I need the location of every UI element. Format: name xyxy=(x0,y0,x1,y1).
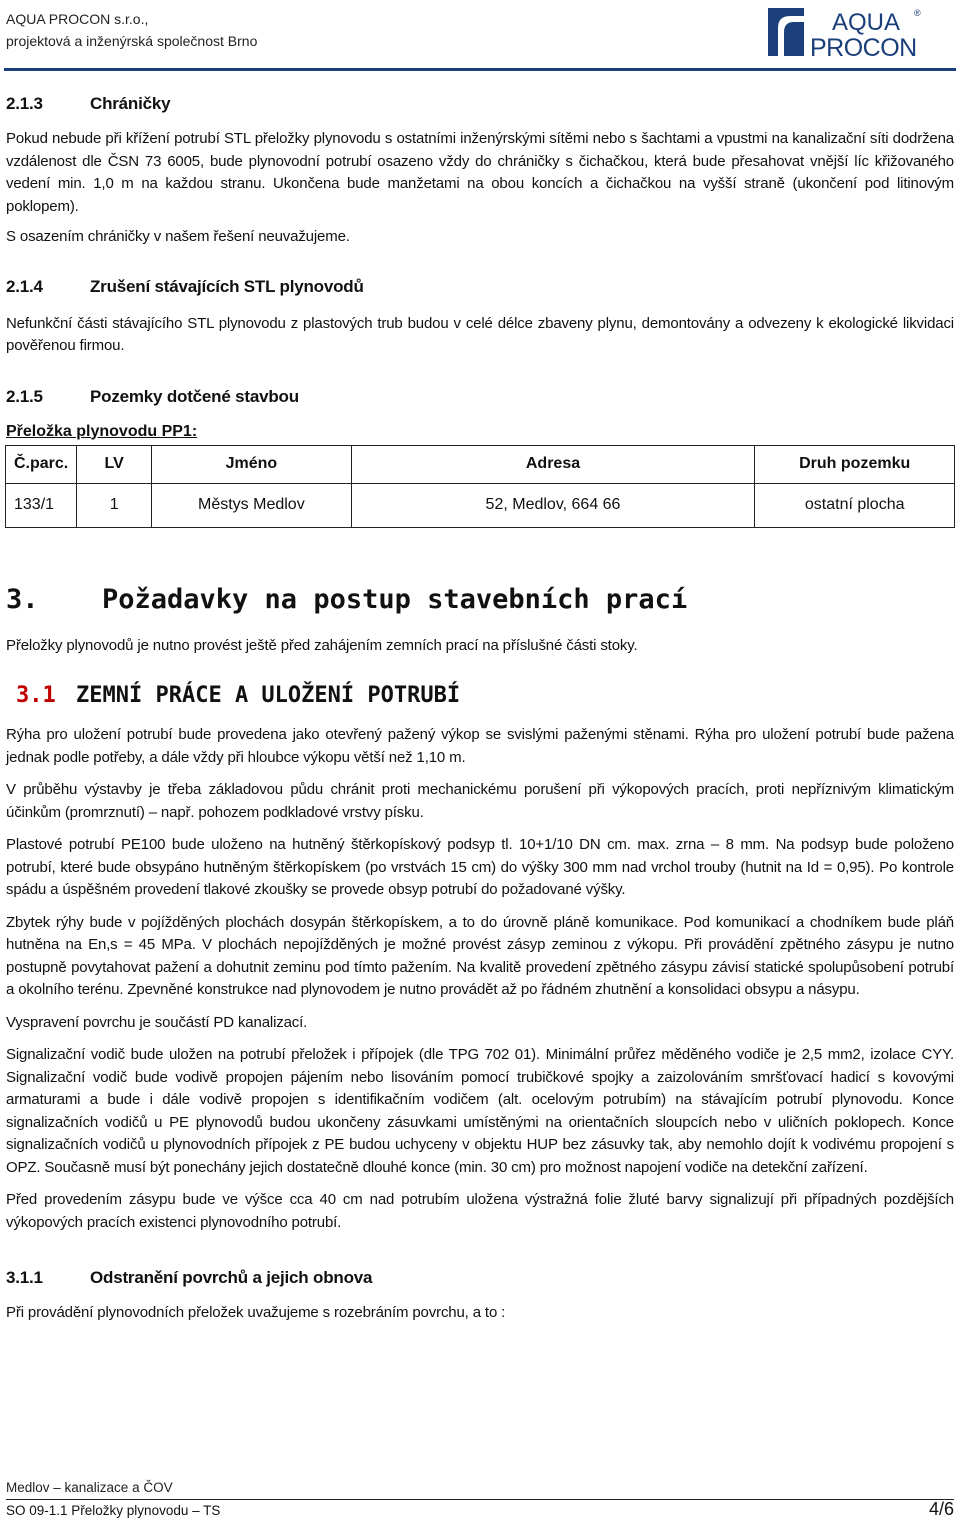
table-caption: Přeložka plynovodu PP1: xyxy=(6,422,198,440)
paragraph: Nefunkční části stávajícího STL plynovodu z plastových trub budou v celé délce zbaveny plynu, demontovány a odvezeny k ekologické likvidaci pověřenou firmou. xyxy=(6,314,954,354)
logo-text-procon: PROCON xyxy=(810,34,917,60)
footer-project: Medlov – kanalizace a ČOV xyxy=(6,1480,173,1495)
section-title: ZEMNÍ PRÁCE A ULOŽENÍ POTRUBÍ xyxy=(76,683,461,708)
company-name: AQUA PROCON s.r.o., xyxy=(6,11,149,27)
cell-name: Městys Medlov xyxy=(152,483,352,527)
paragraph: Signalizační vodič bude uložen na potrubí přeložek i přípojek (dle TPG 702 01). Minimální průřez měděného vodiče je 2,5 mm2, izolace CYY. Signalizační vodič bude vodivě propojen pájením nebo lisováním pomocí trubičkové spojky a zaizolováním smršťovací hadicí s kovovými armaturami a bude i dále vodivě propojen s identifikačním vodičem (alt. ocelovým potrubím) na stávajícím potrubí plynovodu. Konce signalizačních vodičů u PE plynovodů budou ukončeny zásuvkami umístěnými na orientačních sloupcích nebo v uličních poklopech. Konce signalizačních vodičů u plynovodních přípojek z PE budou uchyceny v objektu HUP bez zásuvky tak, aby nemohlo dojít k vodivému propojení s OPZ. Současně musí být ponechány jejich dostatečně dlouhé konce (min. 30 cm) pro možnost napojení vodiče na detekční zařízení. xyxy=(6,1046,954,1176)
section-number: 2.1.3 xyxy=(6,94,43,113)
cell-parcel: 133/1 xyxy=(6,483,77,527)
document-body xyxy=(6,94,954,1325)
paragraph: Před provedením zásypu bude ve výšce cca 40 cm nad potrubím uložena výstražná folie žluté barvy signalizují při případných pozdějších výkopových pracích existenci plynovodního potrubí. xyxy=(6,1191,954,1231)
paragraph: Rýha pro uložení potrubí bude provedena jako otevřený pažený výkop se svislými paženými stěnami. Rýha pro uložení potrubí bude pažena jednak podle potřeby, a dále vždy při hloubce výkopu větší než 1,10 m. xyxy=(6,726,954,766)
column-header-address: Adresa xyxy=(351,445,755,483)
header-company-block xyxy=(6,8,257,52)
cell-land-type: ostatní plocha xyxy=(755,483,955,527)
section-heading-3-1 xyxy=(16,683,954,708)
section-title: Odstranění povrchů a jejich obnova xyxy=(90,1268,373,1287)
logo-text-aqua: AQUA xyxy=(832,9,901,36)
section-heading-2-1-5 xyxy=(6,387,954,407)
section-number: 2.1.5 xyxy=(6,386,43,406)
paragraph: Zbytek rýhy bude v pojížděných plochách dosypán štěrkopískem, a to do úrovně pláně komunikace. Pod komunikací a chodníkem bude pláň hutněna na En,s = 45 MPa. V plochách nepojížděných je možné provést zásyp zeminou z výkopu. Při provádění zpětného zásypu je nutno postupně povytahovat pažení a dohutnit zeminu pod tímto pažením. Na kvalitě provedení zpětného zásypu závisí statické spolupůsobení potrubí a okolního terénu. Zpevněné konstrukce nad plynovodem je nutno provádět až po řádném zhutnění a konsolidaci obsypu a násypu. xyxy=(6,913,954,998)
section-heading-2-1-3 xyxy=(6,94,954,114)
footer-divider xyxy=(6,1499,954,1500)
table-row xyxy=(6,483,955,527)
chapter-title: Požadavky na postup stavebních prací xyxy=(102,583,688,615)
cell-lv: 1 xyxy=(77,483,152,527)
paragraph: Pokud nebude při křížení potrubí STL přeložky plynovodu s ostatními inženýrskými sítěmi nebo s šachtami a vpustmi na kanalizační síti dodržena vzdálenost dle ČSN 73 6005, bude plynovodní potrubí osazeno vždy do chráničky s čichačkou, která bude přesahovat vnější líc křižovaného vedení min. 1,0 m na každou stranu. Ukončena bude manžetami na obou koncích a čichačkou na vyšší straně (ukončení pod litinovým poklopem). xyxy=(6,130,954,215)
cell-address: 52, Medlov, 664 66 xyxy=(351,483,755,527)
paragraph: V průběhu výstavby je třeba základovou půdu chránit proti mechanickému porušení při výkopových pracích, proti nepříznivým klimatickým účinkům (promrznutí) – např. pohozem podkladové vrstvy písku. xyxy=(6,781,954,821)
section-title: Pozemky dotčené stavbou xyxy=(90,386,299,406)
section-heading-3-1-1 xyxy=(6,1268,954,1288)
section-title: Chráničky xyxy=(90,94,171,113)
chapter-number: 3. xyxy=(6,583,39,615)
section-heading-2-1-4 xyxy=(6,277,954,297)
section-title: Zrušení stávajících STL plynovodů xyxy=(90,276,364,296)
column-header-name: Jméno xyxy=(152,445,352,483)
page-header xyxy=(0,0,960,70)
column-header-land-type: Druh pozemku xyxy=(755,445,955,483)
company-tagline: projektová a inženýrská společnost Brno xyxy=(6,33,258,49)
logo-registered: ® xyxy=(914,8,921,18)
page-number: 4/6 xyxy=(928,1499,954,1519)
column-header-lv: LV xyxy=(77,445,152,483)
paragraph: Přeložky plynovodů je nutno provést ještě před zahájením zemních prací na příslušné části stoky. xyxy=(6,636,638,654)
aqua-procon-logo xyxy=(764,4,956,60)
paragraph: Při provádění plynovodních přeložek uvažujeme s rozebráním povrchu, a to : xyxy=(6,1304,506,1321)
section-number: 2.1.4 xyxy=(6,276,43,296)
paragraph: Plastové potrubí PE100 bude uloženo na hutněný štěrkopískový podsyp tl. 10+1/10 DN cm. max. zrna – 8 mm. Na podsyp bude položeno potrubí, které bude obsypáno hutněným štěrkopískem (po vrstvách 15 cm) do výšky 300 mm nad vrchol trouby (hutnit na Id = 0,95). Po kontrole spádu a úspěšném provedení tlakové zkoušky se provede obsyp potrubí do požadované výšky. xyxy=(6,836,954,898)
paragraph: Vyspravení povrchu je součástí PD kanalizací. xyxy=(6,1013,308,1031)
footer-doc-line xyxy=(6,1499,954,1520)
section-number: 3.1 xyxy=(16,683,56,708)
chapter-heading-3 xyxy=(6,584,954,615)
footer-document-id: SO 09-1.1 Přeložky plynovodu – TS xyxy=(6,1503,221,1518)
column-header-parcel: Č.parc. xyxy=(6,445,77,483)
section-number: 3.1.1 xyxy=(6,1268,43,1287)
table-header-row xyxy=(6,445,955,483)
page-footer xyxy=(6,1480,954,1520)
land-parcels-table xyxy=(5,445,955,528)
paragraph: S osazením chráničky v našem řešení neuvažujeme. xyxy=(6,228,350,245)
header-divider xyxy=(4,68,956,71)
